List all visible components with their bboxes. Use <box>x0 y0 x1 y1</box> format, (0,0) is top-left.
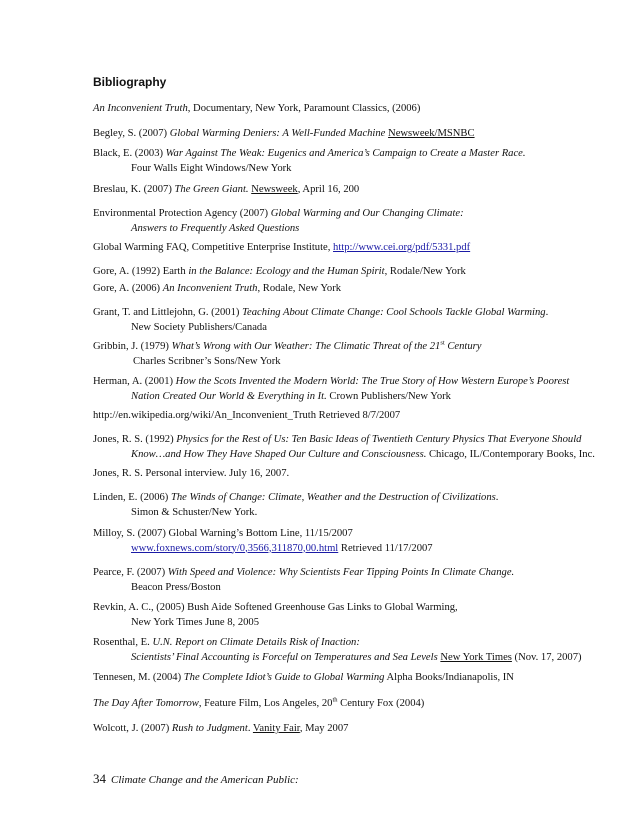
bibliography-entry: Environmental Protection Agency (2007) Global Warming and Our Changing Climate: Answers to Frequently Asked Questions <box>93 208 464 234</box>
bibliography-entry: Global Warming FAQ, Competitive Enterprise Institute, http://www.cei.org/pdf/5331.pdf <box>93 242 471 253</box>
bibliography-entry: Gore, A. (2006) An Inconvenient Truth, Rodale, New York <box>93 283 342 294</box>
bibliography-entry: Wolcott, J. (2007) Rush to Judgment. Vanity Fair, May 2007 <box>93 723 349 734</box>
bibliography-entry: http://en.wikipedia.org/wiki/An_Inconvenient_Truth Retrieved 8/7/2007 <box>93 410 401 421</box>
page-footer <box>93 772 299 787</box>
bibliography-entry: Jones, R. S. (1992) Physics for the Rest of Us: Ten Basic Ideas of Twentieth Century Physics That Everyone Should Know…and How They Have Shaped Our Culture and Consciousness. Chicago, IL/Contemporary Books, Inc. <box>93 434 595 460</box>
bibliography-entry: Milloy, S. (2007) Global Warning’s Bottom Line, 11/15/2007 www.foxnews.com/story/0,3566,311870,00.html Retrieved 11/17/2007 <box>93 528 433 554</box>
bibliography-entry: Gore, A. (1992) Earth in the Balance: Ecology and the Human Spirit, Rodale/New York <box>93 266 466 277</box>
bibliography-entry: Black, E. (2003) War Against The Weak: Eugenics and America’s Campaign to Create a Master Race. Four Walls Eight Windows/New York <box>93 148 526 174</box>
page-title: Bibliography <box>93 75 167 89</box>
cei-pdf-link[interactable]: http://www.cei.org/pdf/5331.pdf <box>333 242 471 253</box>
bibliography-entry: Rosenthal, E. U.N. Report on Climate Details Risk of Inaction: Scientists’ Final Accounting is Forceful on Temperatures and Sea Levels New York Times (Nov. 17, 2007) <box>93 637 582 663</box>
foxnews-link[interactable]: www.foxnews.com/story/0,3566,311870,00.html <box>131 542 339 554</box>
bibliography-entry: Jones, R. S. Personal interview. July 16, 2007. <box>93 468 290 479</box>
bibliography-entry: Grant, T. and Littlejohn, G. (2001) Teaching About Climate Change: Cool Schools Tackle Global Warming. New Society Publishers/Canada <box>93 307 549 333</box>
page-number: 34 <box>93 771 106 786</box>
bibliography-entry: Herman, A. (2001) How the Scots Invented the Modern World: The True Story of How Western Europe’s Poorest Nation Created Our World & Everything in It. Crown Publishers/New York <box>93 376 570 402</box>
bibliography-entry: Linden, E. (2006) The Winds of Change: Climate, Weather and the Destruction of Civilizations. Simon & Schuster/New York. <box>93 492 499 518</box>
bibliography-entry: Gribbin, J. (1979) What’s Wrong with Our Weather: The Climatic Threat of the 21st Century Charles Scribner’s Sons/New York <box>93 339 482 367</box>
bibliography-entry: Pearce, F. (2007) With Speed and Violence: Why Scientists Fear Tipping Points In Climate Change. Beacon Press/Boston <box>93 567 515 593</box>
bibliography-entry: Tennesen, M. (2004) The Complete Idiot’s Guide to Global Warming Alpha Books/Indianapolis, IN <box>93 672 514 683</box>
bibliography-entry: The Day After Tomorrow, Feature Film, Los Angeles, 20th Century Fox (2004) <box>93 696 425 709</box>
footer-title: Climate Change and the American Public: <box>111 774 299 786</box>
bibliography-entry: Begley, S. (2007) Global Warming Deniers: A Well-Funded Machine Newsweek/MSNBC <box>93 128 475 139</box>
bibliography-entry: An Inconvenient Truth, Documentary, New York, Paramount Classics, (2006) <box>93 103 421 114</box>
bibliography-entry: Breslau, K. (2007) The Green Giant. Newsweek, April 16, 200 <box>93 184 360 195</box>
bibliography-entry: Revkin, A. C., (2005) Bush Aide Softened Greenhouse Gas Links to Global Warming, New York Times June 8, 2005 <box>93 602 458 628</box>
